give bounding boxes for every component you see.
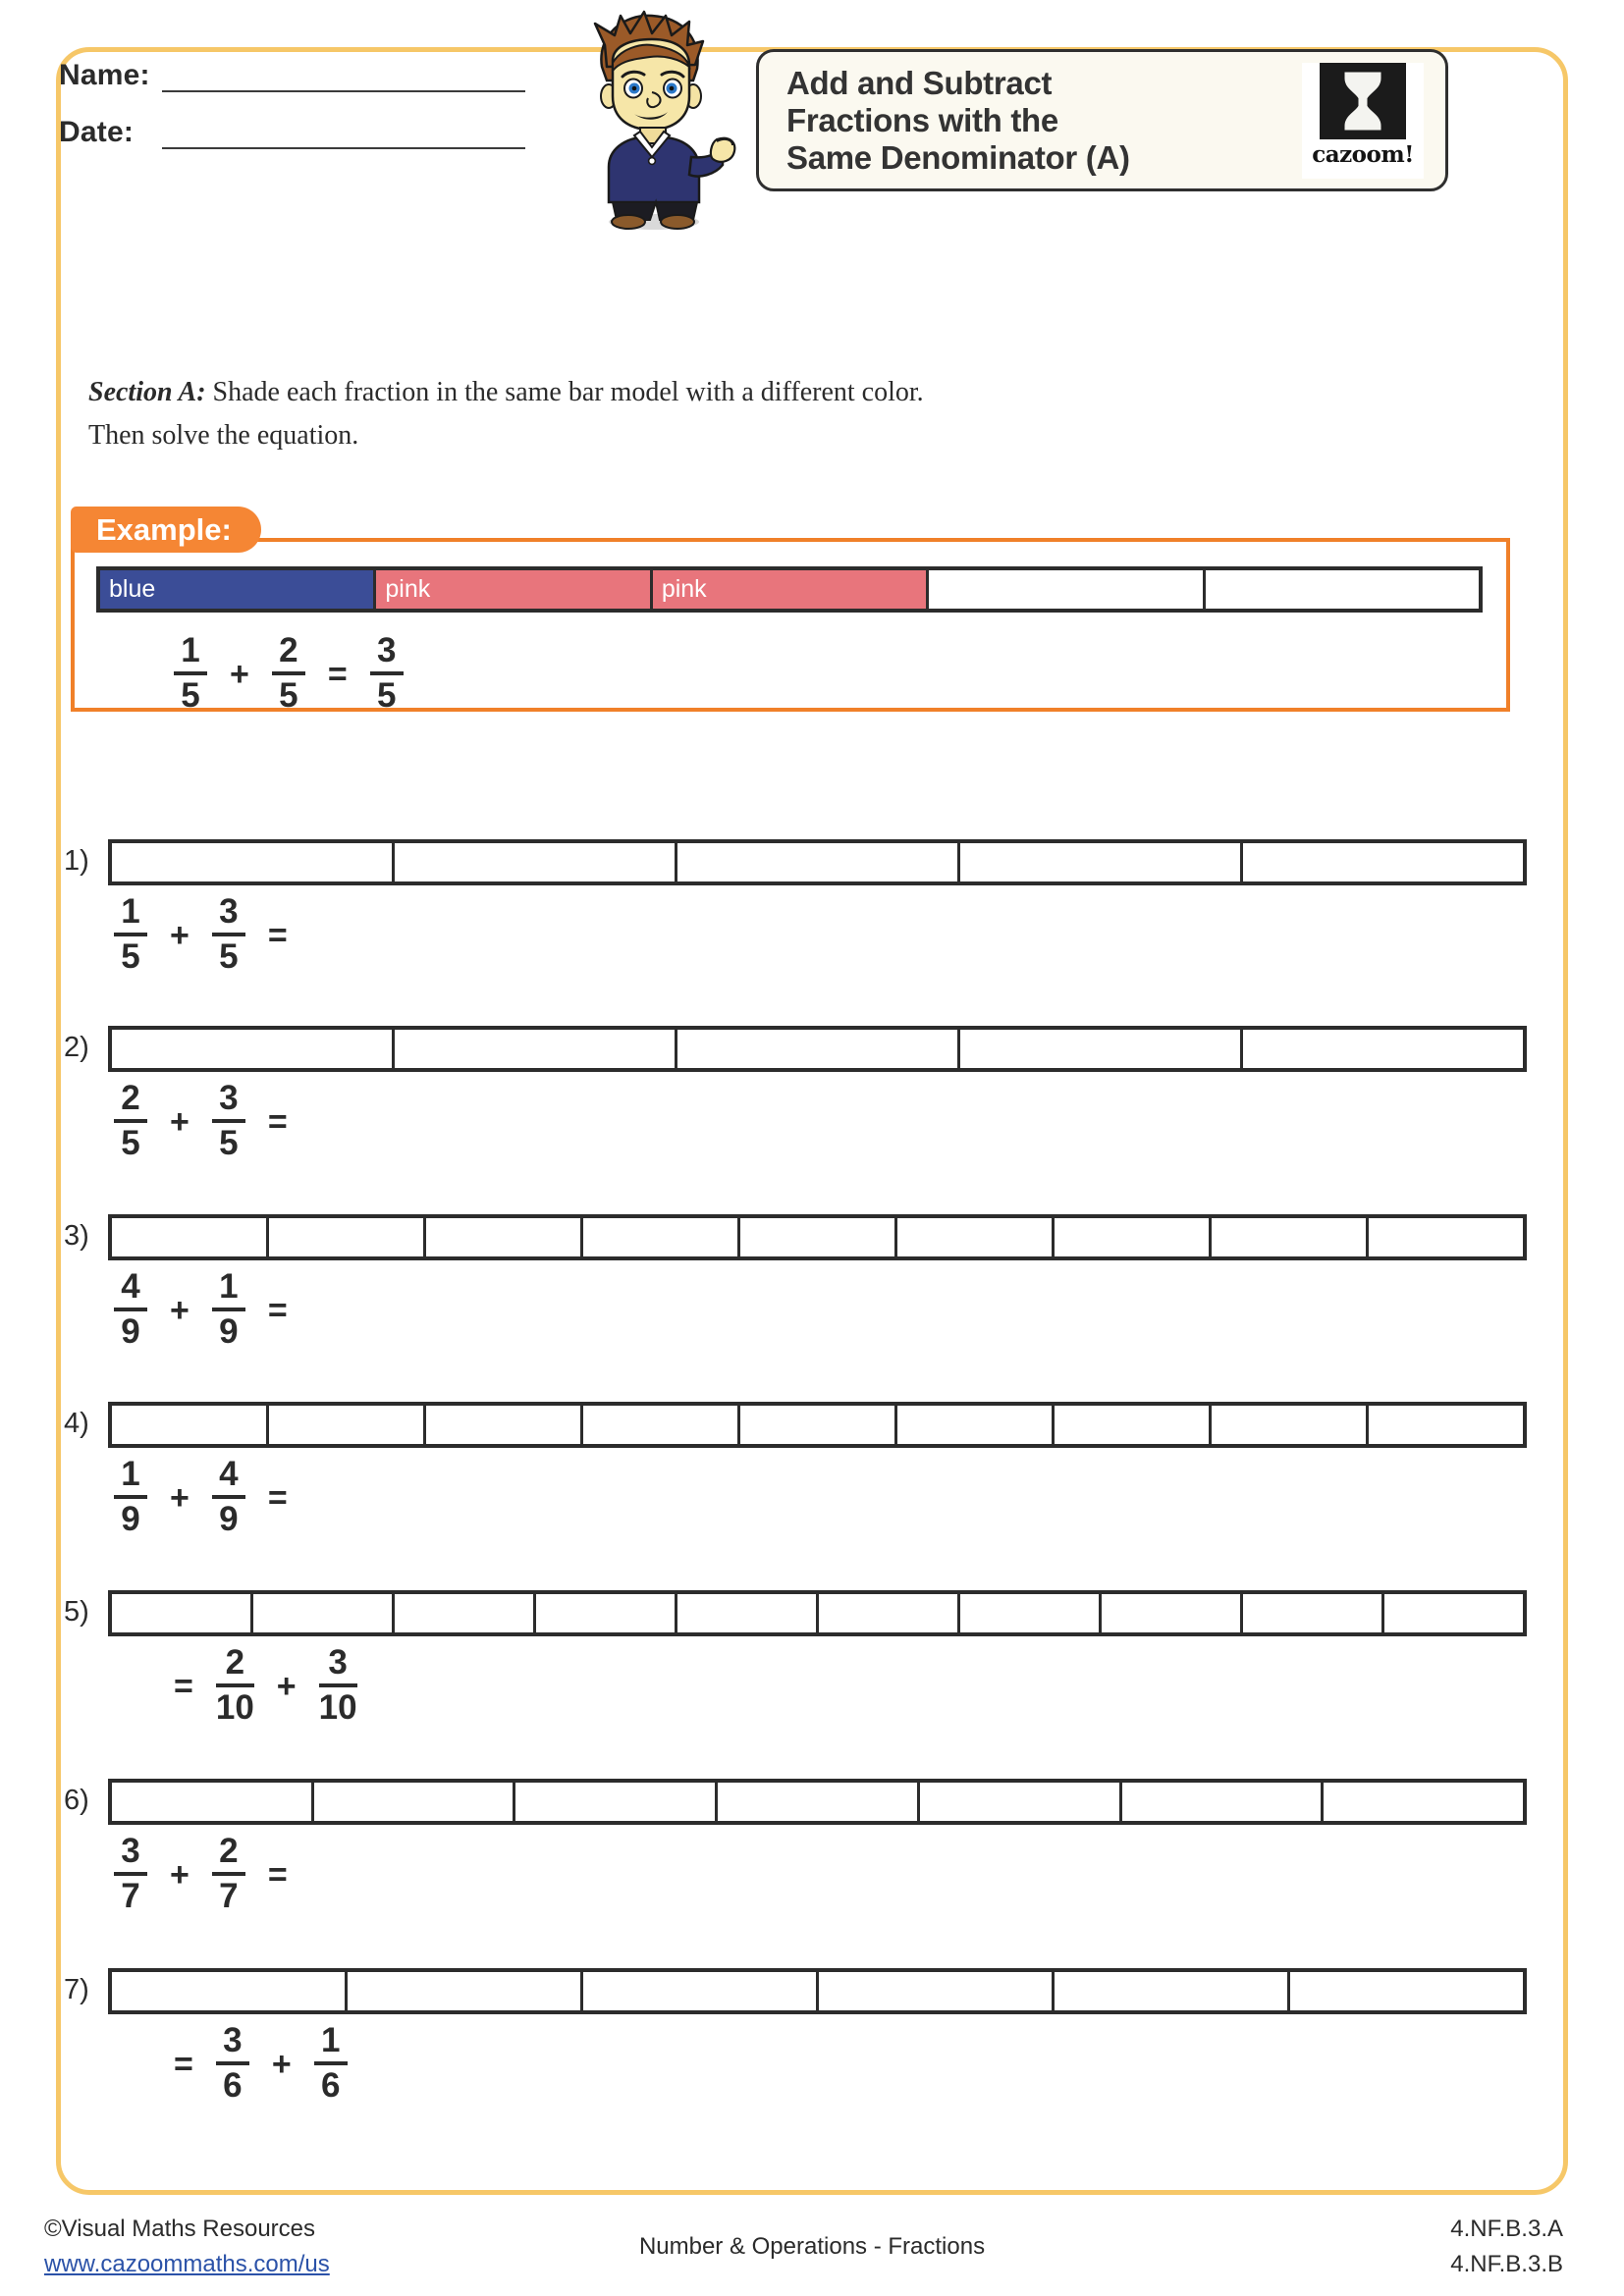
footer-standards [1450,2212,1563,2282]
fraction-numerator: 2 [121,1079,140,1117]
bar-cell[interactable] [112,1783,314,1821]
bar-cell[interactable] [1369,1406,1523,1444]
name-input-line[interactable] [162,63,525,92]
fraction-numerator: 1 [121,1455,140,1493]
fraction-divider [216,2061,249,2065]
equals-operator: = [267,916,288,954]
page-title [786,65,1248,177]
question-item [0,839,1624,1021]
question-number: 5) [64,1596,89,1628]
bar-cell[interactable] [1212,1406,1369,1444]
fraction-divider [314,2061,348,2065]
fraction-denominator: 9 [121,1500,140,1538]
fraction-denominator: 9 [219,1312,239,1351]
question-equation [108,893,304,976]
equals-operator: = [174,2045,193,2083]
bar-cell[interactable] [314,1783,516,1821]
fraction-numerator: 2 [279,631,298,669]
hourglass-icon [1320,63,1406,139]
fraction-divider [370,671,404,675]
question-bar-model [108,1026,1527,1072]
fraction-denominator: 10 [318,1688,357,1727]
bar-cell[interactable] [1324,1783,1523,1821]
fraction [272,632,305,715]
mascot-boy-illustration [569,10,736,236]
date-label: Date: [59,116,135,148]
bar-cell[interactable] [740,1406,897,1444]
equals-operator: = [327,655,348,693]
fraction-denominator: 5 [279,676,298,715]
fraction-divider [114,1872,147,1876]
fraction-denominator: 9 [121,1312,140,1351]
question-number: 4) [64,1408,89,1439]
fraction-divider [114,1495,147,1499]
example-tab-label: Example: [71,507,261,553]
question-item [0,1968,1624,2150]
bar-cell[interactable]: blue [100,570,376,609]
fraction [114,1080,147,1162]
question-number: 3) [64,1220,89,1252]
equals-operator: = [174,1667,193,1705]
bar-cell[interactable] [1243,843,1523,881]
fraction-denominator: 6 [320,2066,341,2105]
bar-cell[interactable] [536,1594,677,1632]
question-bar-model [108,1214,1527,1260]
question-equation [108,1080,304,1162]
hourglass-glyph [1337,69,1388,133]
fraction-divider [174,671,207,675]
bar-cell[interactable] [1243,1594,1384,1632]
question-bar-model [108,839,1527,885]
footer-topic: Number & Operations - Fractions [638,2233,986,2260]
fraction-divider [272,671,305,675]
fraction-numerator: 3 [328,1643,348,1682]
question-item [0,1026,1624,1207]
instructions-line-2: Then solve the equation. [88,420,359,451]
bar-cell[interactable] [112,1594,253,1632]
bar-cell[interactable] [960,843,1243,881]
fraction-divider [114,933,147,936]
fraction [216,1644,254,1727]
bar-cell[interactable] [395,1594,536,1632]
bar-cell[interactable] [1243,1030,1523,1068]
fraction-denominator: 5 [376,676,397,715]
fraction-divider [212,933,245,936]
bar-cell[interactable] [1055,1218,1212,1256]
bar-cell[interactable]: pink [653,570,929,609]
example-equation [168,632,409,715]
cazoom-logo [1302,63,1424,179]
fraction-numerator: 4 [121,1267,140,1306]
question-bar-model [108,1968,1527,2014]
bar-cell[interactable]: pink [376,570,652,609]
question-item [0,1779,1624,1960]
bar-cell[interactable] [1290,1972,1523,2010]
section-a-label: Section A: [88,377,206,407]
fraction-divider [114,1119,147,1123]
title-line-1: Add and Subtract [786,64,1053,101]
instructions-line-1 [88,371,1365,414]
bar-cell[interactable] [929,570,1205,609]
bar-cell[interactable] [960,1594,1102,1632]
plus-operator: + [170,1291,189,1329]
fraction [212,893,245,976]
bar-cell[interactable] [677,843,960,881]
bar-cell[interactable] [426,1406,583,1444]
standard-2: 4.NF.B.3.B [1450,2251,1563,2277]
fraction [216,2022,249,2105]
fraction-numerator: 1 [121,892,140,931]
plus-operator: + [230,655,249,693]
bar-cell[interactable] [426,1218,583,1256]
bar-cell[interactable] [395,843,677,881]
question-equation [157,2022,353,2105]
bar-cell[interactable] [1122,1783,1325,1821]
title-line-2: Fractions with the [786,101,1058,138]
footer-website-link[interactable]: www.cazoommaths.com/us [44,2251,330,2277]
question-item [0,1402,1624,1583]
question-bar-model [108,1590,1527,1636]
bar-cell[interactable] [1055,1972,1290,2010]
bar-cell[interactable] [395,1030,677,1068]
bar-cell[interactable] [253,1594,395,1632]
bar-cell[interactable] [740,1218,897,1256]
bar-cell[interactable] [677,1030,960,1068]
fraction-numerator: 3 [219,1079,239,1117]
bar-cell[interactable] [1384,1594,1523,1632]
bar-cell[interactable] [348,1972,583,2010]
equals-operator: = [267,1478,288,1517]
fraction [114,1833,147,1915]
bar-cell[interactable] [1369,1218,1523,1256]
question-equation [108,1268,304,1351]
example-panel [71,538,1510,715]
fraction [114,893,147,976]
bar-cell[interactable] [112,1972,348,2010]
bar-cell[interactable] [897,1218,1055,1256]
instructions-text-1: Shade each fraction in the same bar model with a different color. [205,377,924,407]
fraction-denominator: 5 [181,676,200,715]
fraction [212,1456,245,1538]
footer-copyright: ©Visual Maths Resources [44,2216,316,2242]
fraction-divider [114,1308,147,1311]
fraction-denominator: 7 [121,1877,140,1915]
name-label: Name: [59,59,150,91]
title-line-3: Same Denominator (A) [786,138,1130,176]
bar-cell[interactable] [819,1972,1055,2010]
plus-operator: + [271,2045,292,2083]
plus-operator: + [170,1478,189,1517]
fraction-divider [212,1308,245,1311]
fraction-denominator: 10 [215,1688,254,1727]
fraction [174,632,207,715]
fraction-numerator: 1 [219,1267,239,1306]
plus-operator: + [170,1855,189,1894]
date-field-row [59,116,525,149]
question-equation [157,1644,363,1727]
bar-cell[interactable] [112,1030,395,1068]
bar-cell[interactable] [1212,1218,1369,1256]
fraction-numerator: 3 [219,892,239,931]
question-bar-model [108,1779,1527,1825]
equals-operator: = [267,1855,288,1894]
fraction-numerator: 4 [219,1455,239,1493]
fraction-numerator: 2 [219,1832,239,1870]
cazoom-wordmark: cazoom! [1312,140,1414,168]
fraction [114,1268,147,1351]
fraction [370,632,404,715]
bar-cell[interactable] [718,1783,920,1821]
bar-cell[interactable] [819,1594,960,1632]
equals-operator: = [267,1291,288,1329]
bar-cell[interactable] [583,1218,740,1256]
bar-cell[interactable] [1206,570,1479,609]
bar-cell[interactable] [583,1406,740,1444]
bar-cell[interactable] [897,1406,1055,1444]
bar-cell[interactable] [960,1030,1243,1068]
bar-cell[interactable] [269,1406,426,1444]
equals-operator: = [267,1102,288,1141]
worksheet-header [0,0,1624,255]
bar-cell[interactable] [112,843,395,881]
name-field-row [59,59,525,92]
fraction-denominator: 5 [121,937,140,976]
fraction-numerator: 3 [376,631,397,669]
fraction-numerator: 1 [181,631,200,669]
fraction-numerator: 3 [121,1832,140,1870]
fraction-denominator: 5 [121,1124,140,1162]
bar-cell[interactable] [1102,1594,1243,1632]
fraction-denominator: 7 [219,1877,239,1915]
question-number: 6) [64,1785,89,1816]
fraction [314,2022,348,2105]
fraction [212,1833,245,1915]
standard-1: 4.NF.B.3.A [1450,2216,1563,2242]
fraction-denominator: 9 [219,1500,239,1538]
fraction-numerator: 2 [225,1643,245,1682]
question-number: 1) [64,845,89,877]
question-item [0,1590,1624,1772]
bar-cell[interactable] [269,1218,426,1256]
worksheet-footer [0,2212,1624,2296]
fraction-divider [212,1872,245,1876]
fraction-divider [319,1683,357,1687]
plus-operator: + [276,1667,297,1705]
fraction-numerator: 1 [320,2021,341,2059]
question-equation [108,1833,304,1915]
fraction-denominator: 5 [219,1124,239,1162]
bar-cell[interactable] [677,1594,819,1632]
fraction-divider [216,1683,254,1687]
date-input-line[interactable] [162,120,525,149]
question-equation [108,1456,304,1538]
fraction-numerator: 3 [223,2021,243,2059]
fraction [114,1456,147,1538]
bar-cell[interactable] [1055,1406,1212,1444]
bar-cell[interactable] [112,1406,269,1444]
plus-operator: + [170,1102,189,1141]
bar-cell[interactable] [583,1972,819,2010]
fraction-denominator: 6 [223,2066,243,2105]
fraction-divider [212,1119,245,1123]
bar-cell[interactable] [515,1783,718,1821]
question-number: 7) [64,1974,89,2005]
question-number: 2) [64,1032,89,1063]
example-bar-model [96,566,1483,613]
question-bar-model [108,1402,1527,1448]
fraction [319,1644,357,1727]
fraction-denominator: 5 [219,937,239,976]
section-instructions [88,371,1365,457]
worksheet-title-panel [756,49,1448,191]
fraction [212,1080,245,1162]
bar-cell[interactable] [112,1218,269,1256]
bar-cell[interactable] [920,1783,1122,1821]
fraction [212,1268,245,1351]
plus-operator: + [170,916,189,954]
question-item [0,1214,1624,1396]
fraction-divider [212,1495,245,1499]
